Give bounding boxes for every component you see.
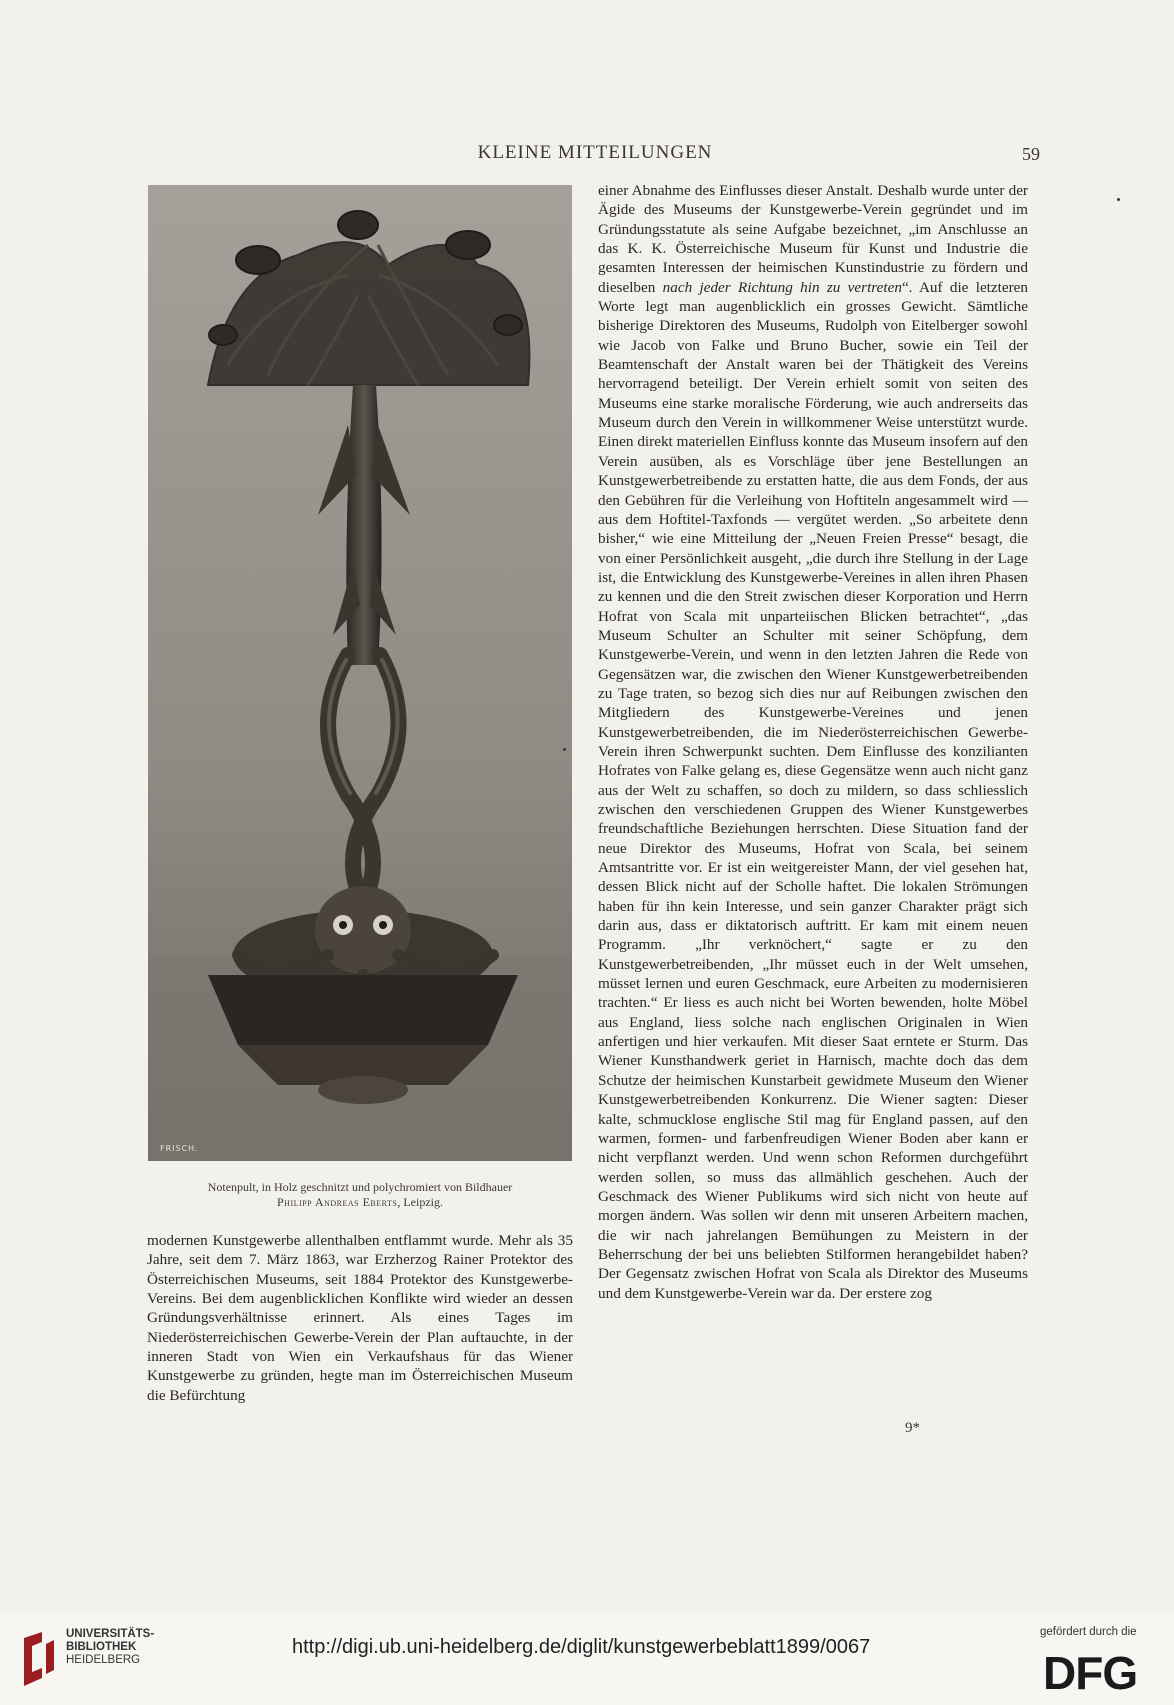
right-text-part-2: “. Auf die letzteren Worte legt man augenblicklich ein grosses Gewicht. Sämtliche bisherige Direktoren des Museums, Rudolph von Eitelberger sowohl wie Jacob von Falke und Bruno Bucher, sowie ein Teil der Beamtenschaft der Anstalt waren bei der Thätigkeit des Vereins hervorragend beteiligt. Der Verein erhielt somit von seiten des Museums eine starke moralische Förderung, wie auch andrerseits das Museum durch den Verein in willkommener Weise unterstützt wurde. Einen direkt materiellen Einfluss konnte das Museum insofern auf den Verein ausüben, als es Vorschläge über jene Bestellungen an Kunstgewerbetreibende zu erstatten hatte, die aus dem Fonds, der aus den Gebühren für die Verleihung von Hoftiteln angesammelt wird — aus dem Hoftitel-Taxfonds — vergütet werden. „So arbeitete denn bisher,“ wie eine Mitteilung der „Neuen Freien Presse“ besagt, die von einer Persönlichkeit ausgeht, „die durch ihre Stellung in der Lage ist, die Entwicklung des Kunstgewerbe-Vereines in allen ihren Phasen zu kennen und die den Streit zwischen dieser Korporation und Herrn Hofrat von Scala mit unparteiischen Blicken betrachtet“, „das Museum Schulter an Schulter mit seiner Schöpfung, dem Kunstgewerbe-Verein, und wenn in den letzten Jahren die Rede von Gegensätzen war, die zwischen den Wiener Kunstgewerbetreibenden zu Tage traten, so bezog sich dies nur auf Reibungen zwischen den Mitgliedern des Kunstgewerbe-Vereines und jenen Kunstgewerbetreibenden, die im Niederösterreichischen Gewerbe-Verein ihren Schwerpunkt suchten. Dem Einflusse des konzilianten Hofrates von Falke gelang es, diese Gegensätze wenn auch nicht ganz aus der Welt zu schaffen, so doch zu mildern, so dass schliesslich zwischen den verschiedenen Gruppen des Wiener Kunstgewerbes freundschaftliche Beziehungen herrschten. Diese Situation fand der neue Direktor des Museums, Hofrat von Scala, bei seinem Amtsantritte vor. Er ist ein weitgereister Mann, der viel gesehen hat, dessen Blick nicht auf der Scholle haftet. Die lokalen Strömungen haben für ihn kein Interesse, und sein ganzer Charakter prägt sich darin aus, dass er diktatorisch auftritt. Er kam mit einem neuen Programm. „Ihr verknöchert,“ sagte er zu den Kunstgewerbetreibenden, „Ihr müsset euch in der Welt umsehen, müsset lernen und euren Geschmack, eure Arbeiten zu modernisieren trachten.“ Er liess es auch nicht bei Worten bewenden, holte Möbel aus England, liess solche nach englischen Originalen in Wien anfertigen und hier verkaufen. Mit dieser Saat erntete er Sturm. Das Wiener Kunsthandwerk geriet in Harnisch, machte doch das dem Schutze der heimischen Kunstarbeit gewidmete Museum den Wiener Kunstgewerbetreibenden Konkurrenz. Die Wiener sagten: Dieser kalte, schmucklose englische Stil mag für England passen, auf den warmen, formen- und farbenfreudigen Wiener Boden aber kann er nicht verpflanzt werden. Und wenn schon Reformen durchgeführt werden sollen, so muss das allmählich geschehen. Auch der Geschmack des Wiener Publikums wird sich nicht von heute auf morgen ändern. Was sollen wir denn mit unseren Arbeitern machen, die wir nach jahrelangen Bemühungen zu Meistern in der Beherrschung der bei uns beliebten Stilformen herangebildet haben? Der Gegensatz zwischen Hofrat von Scala als Direktor des Museums und dem Kunstgewerbe-Verein war da. Der erstere zog [598,278,1029,1302]
caption-line: Notenpult, in Holz geschnitzt und polychromiert von Bildhauer [207,1180,513,1194]
funded-by-label: gefördert durch die [1040,1626,1137,1638]
right-text-italic: nach jeder Richtung hin zu vertreten [662,278,902,296]
right-text-part-1: einer Abnahme des Einflusses dieser Anstalt. Deshalb wurde unter der Ägide des Museums der Kunstgewerbe-Verein gegründet und im Gründungsstatute als seine Aufgabe bezeichnet, „im Anschlusse an das K. K. Österreichische Museum für Kunst und Industrie die gesamten Interessen der heimischen Kunstindustrie zu fördern und dieselben [598,182,1028,296]
left-paragraph: modernen Kunstgewerbe allenthalben entflammt wurde. Mehr als 35 Jahre, seit dem 7. März 1863, war Erzherzog Rainer Protektor des Österreichischen Museums, seit 1884 Protektor des Kunstgewerbe-Vereins. Bei dem augenblicklichen Konflikte wird wieder an dessen Gründungsverhältnisse erinnert. Als eines Tages im Niederösterreichischen Gewerbe-Verein der Plan auftauchte, in der inneren Stadt von Wien ein Verkaufshaus für das Wiener Kunstgewerbe zu gründen, hegte man im Österreichischen Museum die Befürchtung [147,1232,573,1404]
margin-dot [1117,198,1120,201]
university-library-logo-icon [20,1630,58,1690]
permalink-url[interactable]: http://digi.ub.uni-heidelberg.de/diglit/kunstgewerbeblatt1899/0067 [292,1636,871,1658]
running-head: KLEINE MITTEILUNGEN [477,142,713,163]
library-name-line: BIBLIOTHEK [66,1641,137,1653]
library-name-line: HEIDELBERG [66,1654,141,1666]
photographer-credit: FRISCH. [160,1144,199,1153]
figure-caption [160,1180,560,1210]
music-stand-illustration [148,185,572,1161]
printer-signature-mark: 9* [905,1420,920,1436]
dfg-logo: DFG [1043,1647,1138,1699]
music-stand-photograph [148,185,572,1161]
caption-place: , Leipzig. [397,1195,443,1209]
right-text-column [598,181,1028,1303]
digitization-footer [0,1612,1174,1705]
page-number: 59 [1022,144,1040,164]
margin-dot [563,748,566,751]
left-text-column [147,1231,573,1405]
caption-artist-name: Philipp Andreas Eberts [277,1195,398,1209]
library-name-line: UNIVERSITÄTS- [66,1628,155,1640]
right-paragraph [598,181,1028,1303]
university-library-name [66,1628,154,1667]
